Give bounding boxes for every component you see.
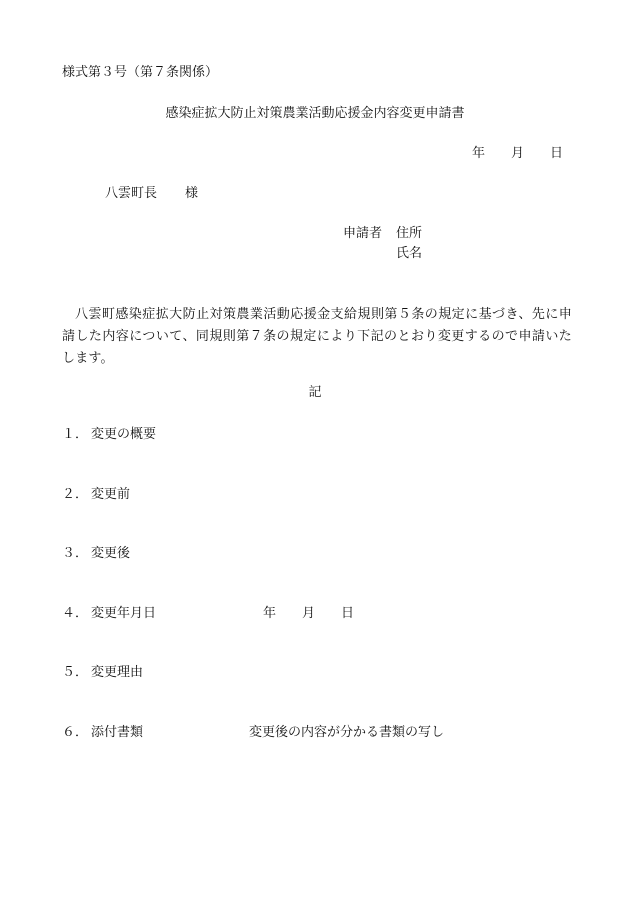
- date-day-label: 日: [550, 146, 564, 161]
- applicant-name-label: 氏名: [396, 246, 423, 261]
- body-paragraph: 八雲町感染症拡大防止対策農業活動応援金支給規則第５条の規定に基づき、先に申請した内容について、同規則第７条の規定により下記のとおり変更するので申請いたします。: [62, 307, 572, 366]
- applicant-label: 申請者: [343, 226, 383, 241]
- attachments-value: 変更後の内容が分かる書類の写し: [249, 725, 445, 740]
- change-date-fields: [263, 607, 354, 620]
- date-year-label: 年: [472, 146, 486, 161]
- form-number: 様式第３号（第７条関係）: [62, 65, 219, 80]
- item-label-after-change: 変更後: [91, 546, 131, 561]
- item-label-change-reason: 変更理由: [91, 665, 144, 680]
- date-line: [472, 147, 563, 160]
- item-label-change-date: 変更年月日: [91, 606, 157, 621]
- item-label-attachments: 添付書類: [91, 725, 144, 740]
- applicant-address-label: 住所: [396, 226, 423, 241]
- date-month-label: 月: [511, 146, 525, 161]
- item-number-4: ４．: [62, 606, 89, 621]
- document-title: 感染症拡大防止対策農業活動応援金内容変更申請書: [165, 106, 465, 121]
- addressee-honorific: 様: [185, 186, 199, 201]
- item-number-2: ２．: [62, 487, 89, 502]
- item-number-1: １．: [62, 427, 89, 442]
- item-number-6: ６．: [62, 725, 89, 740]
- addressee: [105, 187, 198, 200]
- item-number-3: ３．: [62, 546, 89, 561]
- change-date-month-label: 月: [302, 606, 316, 621]
- item-label-change-summary: 変更の概要: [91, 427, 157, 442]
- ki-heading: 記: [308, 385, 322, 400]
- addressee-name: 八雲町長: [105, 186, 158, 201]
- item-number-5: ５．: [62, 665, 89, 680]
- change-date-year-label: 年: [263, 606, 277, 621]
- change-date-day-label: 日: [341, 606, 355, 621]
- item-label-before-change: 変更前: [91, 487, 131, 502]
